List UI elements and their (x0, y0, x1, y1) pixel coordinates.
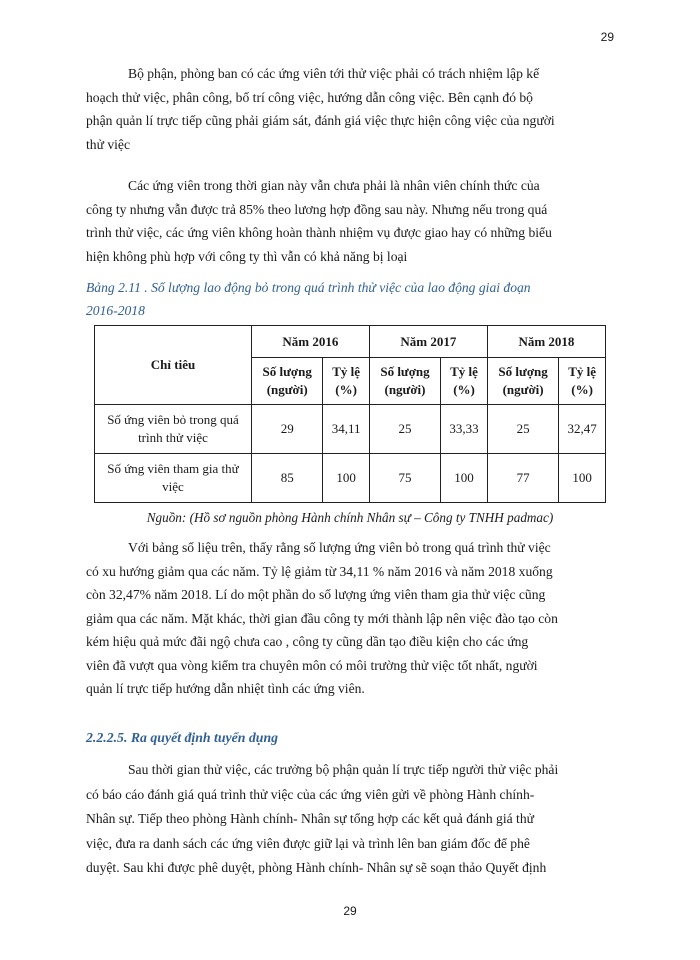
table-source-note: Nguồn: (Hồ sơ nguồn phòng Hành chính Nhân sự – Công ty TNHH padmac) (146, 510, 554, 525)
paragraph-4 (86, 758, 614, 881)
table-cell: 25 (487, 405, 558, 454)
text-line: Bộ phận, phòng ban có các ứng viên tới thử việc phải có trách nhiệm lập kế (128, 66, 540, 81)
header-year-2016: Năm 2016 (252, 326, 370, 358)
header-year-2018: Năm 2018 (487, 326, 605, 358)
paragraph-1 (86, 62, 614, 156)
table-header-row (95, 326, 606, 358)
text-line: hoạch thử việc, phân công, bố trí công việc, hướng dẫn công việc. Bên cạnh đó bộ (86, 89, 533, 105)
table-cell: 32,47 (559, 405, 606, 454)
paragraph-3 (86, 536, 614, 701)
text-line: Sau thời gian thử việc, các trưởng bộ phận quản lí trực tiếp người thử việc phải (128, 762, 559, 777)
row-label: Số ứng viên tham gia thử việc (95, 454, 252, 503)
caption-line: 2016-2018 (86, 303, 145, 318)
header-indicator: Chỉ tiêu (95, 326, 252, 405)
page-number-bottom: 29 (343, 904, 357, 918)
subheader-ratio: Tỷ lệ (%) (441, 358, 488, 405)
table-cell: 75 (369, 454, 440, 503)
page-number-top: 29 (600, 30, 614, 44)
table-cell: 25 (369, 405, 440, 454)
text-line: phận quản lí trực tiếp cũng phải giám sát, đánh giá việc thực hiện công việc của người (86, 113, 555, 128)
text-line: còn 32,47% năm 2018. Lí do một phần do số lượng ứng viên tham gia thử việc cũng (86, 587, 546, 602)
table-cell: 85 (252, 454, 323, 503)
text-line: Các ứng viên trong thời gian này vẫn chưa phải là nhân viên chính thức của (128, 178, 540, 193)
text-line: Nhân sự. Tiếp theo phòng Hành chính- Nhân sự tổng hợp các kết quả đánh giá thử (86, 811, 534, 826)
text-line: hiện không phù hợp với công ty thì vẫn có khả năng bị loại (86, 248, 408, 264)
table-cell: 29 (252, 405, 323, 454)
table-row (95, 454, 606, 503)
subheader-quantity: Số lượng (người) (369, 358, 440, 405)
text-line: việc, đưa ra danh sách các ứng viên được giữ lại và trình lên ban giám đốc để phê (86, 835, 530, 851)
row-label: Số ứng viên bỏ trong quá trình thử việc (95, 405, 252, 454)
table-cell: 100 (559, 454, 606, 503)
subheader-quantity: Số lượng (người) (252, 358, 323, 405)
text-line: viên đã vượt qua vòng kiểm tra chuyên môn có môi trường thử việc tốt nhất, người (86, 657, 538, 673)
text-line: trình thử việc, các ứng viên không hoàn thành nhiệm vụ được giao hay có những biểu (86, 225, 552, 240)
subheader-ratio: Tỷ lệ (%) (559, 358, 606, 405)
text-line: giảm qua các năm. Mặt khác, thời gian đầu công ty mới thành lập nên việc đào tạo còn (86, 610, 558, 626)
section-heading: 2.2.2.5. Ra quyết định tuyển dụng (86, 730, 279, 745)
table-row (95, 405, 606, 454)
paragraph-2 (86, 174, 614, 268)
table-cell: 33,33 (441, 405, 488, 454)
table-cell: 34,11 (323, 405, 369, 454)
caption-line: Bảng 2.11 . Số lượng lao động bỏ trong quá trình thử việc của lao động giai đoạn (86, 280, 531, 295)
text-line: duyệt. Sau khi được phê duyệt, phòng Hành chính- Nhân sự sẽ soạn thảo Quyết định (86, 860, 547, 875)
table-cell: 77 (487, 454, 558, 503)
header-year-2017: Năm 2017 (369, 326, 487, 358)
text-line: kém hiệu quả mức đãi ngộ chưa cao , công ty cũng dần tạo điều kiện cho các ứng (86, 634, 529, 649)
table-caption (86, 276, 614, 322)
text-line: quản lí trực tiếp hướng dẫn nhiệt tình các ứng viên. (86, 681, 365, 696)
table-cell: 100 (323, 454, 369, 503)
text-line: Với bảng số liệu trên, thấy rằng số lượng ứng viên bỏ trong quá trình thử việc (128, 540, 551, 555)
data-table (94, 325, 606, 503)
subheader-quantity: Số lượng (người) (487, 358, 558, 405)
subheader-ratio: Tỷ lệ (%) (323, 358, 369, 405)
text-line: công ty nhưng vẫn được trả 85% theo lương hợp đồng sau này. Nhưng nếu trong quá (86, 201, 548, 217)
text-line: có xu hướng giảm qua các năm. Tỷ lệ giảm từ 34,11 % năm 2016 và năm 2018 xuống (86, 563, 553, 579)
text-line: thử việc (86, 136, 130, 152)
text-line: có báo cáo đánh giá quá trình thử việc của các ứng viên gửi về phòng Hành chính- (86, 786, 535, 802)
table-cell: 100 (441, 454, 488, 503)
